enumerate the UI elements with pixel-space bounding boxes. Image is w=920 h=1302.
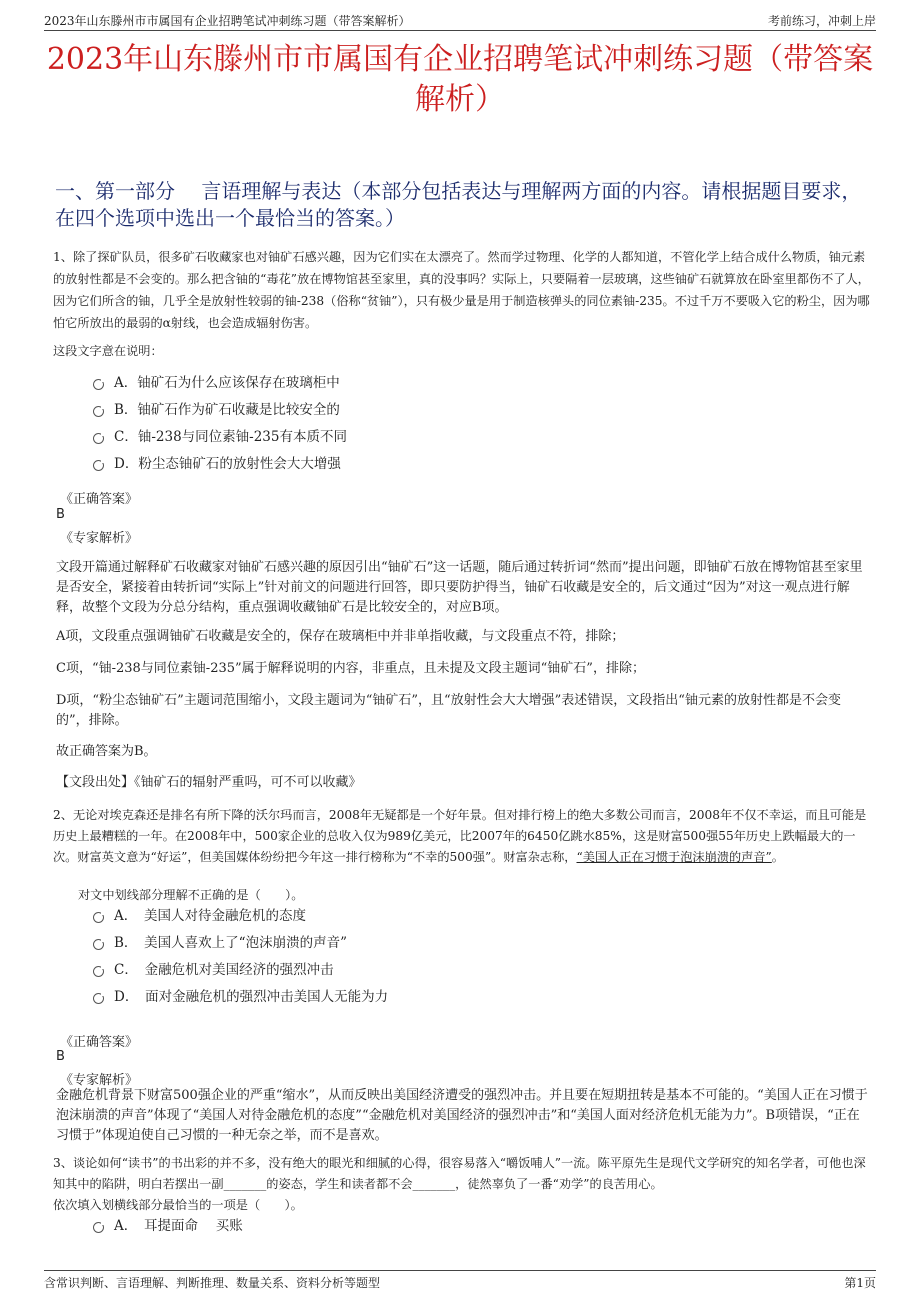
radio-icon[interactable]	[93, 912, 104, 923]
q2-option-b[interactable]: B． 美国人喜欢上了“泡沫崩溃的声音”	[93, 933, 347, 953]
radio-icon[interactable]	[93, 433, 104, 444]
q2-option-c[interactable]: C． 金融危机对美国经济的强烈冲击	[93, 960, 334, 980]
q3-passage: 3、谈论如何“读书”的书出彩的并不多，没有绝大的眼光和细腻的心得，很容易落入“嚼饭哺人”一流。陈平原先生是现代文学研究的知名学者，可他也深知其中的陷阱，明白若摆出一副_______的姿态，学生和读者都不会_______，徒然辜负了一番“劝学”的良苦用心。	[53, 1156, 866, 1191]
q2-option-d[interactable]: D． 面对金融危机的强烈冲击美国人无能为力	[93, 987, 388, 1007]
q1-stem: 这段文字意在说明：	[53, 344, 163, 358]
radio-icon[interactable]	[93, 966, 104, 977]
q1-answer: B	[56, 507, 65, 522]
q2-underlined-text: “美国人正在习惯于泡沫崩溃的声音”	[576, 850, 772, 864]
q2-answer-label: 《正确答案》	[60, 1035, 139, 1050]
q1-explanation-c: C项，“铀-238与同位素铀-235”属于解释说明的内容，非重点，且未提及文段主题词“铀矿石”，排除；	[56, 661, 645, 676]
q2-answer: B	[56, 1049, 65, 1064]
page-number: 第1页	[844, 1276, 876, 1290]
page-header	[44, 10, 876, 31]
radio-icon[interactable]	[93, 939, 104, 950]
q2-passage: 2、无论对埃克森还是排名有所下降的沃尔玛而言，2008年无疑都是一个好年景。但对排行榜上的绝大多数公司而言，2008年不仅不幸运，而且可能是历史上最糟糕的一年。在2008年中，500家企业的总收入仅为989亿美元，比2007年的6450亿跳水85%，这是财富500强55年历史上跌幅最大的一次。财富英文意为“好运”，但美国媒体纷纷把今年这一排行榜称为“不幸的500强”。财富杂志称，“美国人正在习惯于泡沫崩溃的声音”。	[53, 808, 867, 864]
q1-passage: 1、除了探矿队员，很多矿石收藏家也对铀矿石感兴趣，因为它们实在太漂亮了。然而学过物理、化学的人都知道，不管化学上结合成什么物质，铀元素的放射性都是不会变的。那么把含铀的“毒花”放在博物馆甚至家里，真的没事吗？实际上，只要隔着一层玻璃，这些铀矿石就算放在卧室里都伤不了人，因为它们所含的铀，几乎全是放射性较弱的铀-238（俗称“贫铀”），只有极少量是用于制造核弹头的同位素铀-235。不过千万不要吸入它的粉尘，因为哪怕它所放出的最弱的α射线，也会造成辐射伤害。	[53, 250, 870, 330]
q2-expert-label: 《专家解析》	[60, 1073, 139, 1088]
radio-icon[interactable]	[93, 993, 104, 1004]
header-right-text: 考前练习，冲刺上岸	[767, 14, 876, 28]
q1-option-c[interactable]: C．铀-238与同位素铀-235有本质不同	[93, 427, 347, 447]
q1-expert-label: 《专家解析》	[60, 531, 139, 546]
q1-source: 【文段出处】《铀矿石的辐射严重吗，可不可以收藏》	[56, 775, 362, 790]
q1-option-d[interactable]: D．粉尘态铀矿石的放射性会大大增强	[93, 454, 341, 474]
q3-option-a[interactable]: A． 耳提面命 买账	[93, 1216, 243, 1236]
page-title: 2023年山东滕州市市属国有企业招聘笔试冲刺练习题（带答案解析）	[46, 42, 874, 117]
q1-answer-label: 《正确答案》	[60, 492, 139, 507]
radio-icon[interactable]	[93, 1222, 104, 1233]
radio-icon[interactable]	[93, 379, 104, 390]
q1-option-b[interactable]: B．铀矿石作为矿石收藏是比较安全的	[93, 400, 340, 420]
q2-stem: 对文中划线部分理解不正确的是（ ）。	[78, 888, 304, 902]
q1-explanation-a: A项，文段重点强调铀矿石收藏是安全的，保存在玻璃柜中并非单指收藏，与文段重点不符，排除；	[56, 629, 625, 644]
q1-conclusion: 故正确答案为B。	[56, 744, 157, 759]
q1-option-a[interactable]: A．铀矿石为什么应该保存在玻璃柜中	[93, 373, 340, 393]
q2-explanation: 金融危机背景下财富500强企业的严重“缩水”，从而反映出美国经济遭受的强烈冲击。并且要在短期扭转是基本不可能的。“美国人正在习惯于泡沫崩溃的声音”体现了“美国人对待金融危机的态度”“金融危机对美国经济的强烈冲击”和“美国人面对经济危机无能为力”。B项错误，“正在习惯于”体现迫使自己习惯的一种无奈之举，而不是喜欢。	[56, 1088, 868, 1143]
q1-explanation-d: D项，“粉尘态铀矿石”主题词范围缩小，文段主题词为“铀矿石”，且“放射性会大大增强”表述错误，文段指出“铀元素的放射性都是不会变的”，排除。	[56, 693, 841, 728]
q2-option-a[interactable]: A． 美国人对待金融危机的态度	[93, 906, 306, 926]
radio-icon[interactable]	[93, 406, 104, 417]
page-footer	[44, 1270, 876, 1290]
q1-explanation-main: 文段开篇通过解释矿石收藏家对铀矿石感兴趣的原因引出“铀矿石”这一话题，随后通过转折词“然而”提出问题，即铀矿石放在博物馆甚至家里是否安全，紧接着由转折词“实际上”针对前文的问题进行回答，即只要防护得当，铀矿石收藏是安全的，后文通过“因为”对这一观点进行解释，故整个文段为分总分结构，重点强调收藏铀矿石是比较安全的，对应B项。	[56, 560, 863, 615]
footer-left-text: 含常识判断、言语理解、判断推理、数量关系、资料分析等题型	[44, 1276, 381, 1290]
radio-icon[interactable]	[93, 460, 104, 471]
section-heading: 一、第一部分 言语理解与表达（本部分包括表达与理解两方面的内容。请根据题目要求，在四个选项中选出一个最恰当的答案。）	[55, 179, 862, 230]
q3-stem: 依次填入划横线部分最恰当的一项是（ ）。	[53, 1198, 303, 1212]
header-left-text: 2023年山东滕州市市属国有企业招聘笔试冲刺练习题（带答案解析）	[44, 14, 411, 28]
